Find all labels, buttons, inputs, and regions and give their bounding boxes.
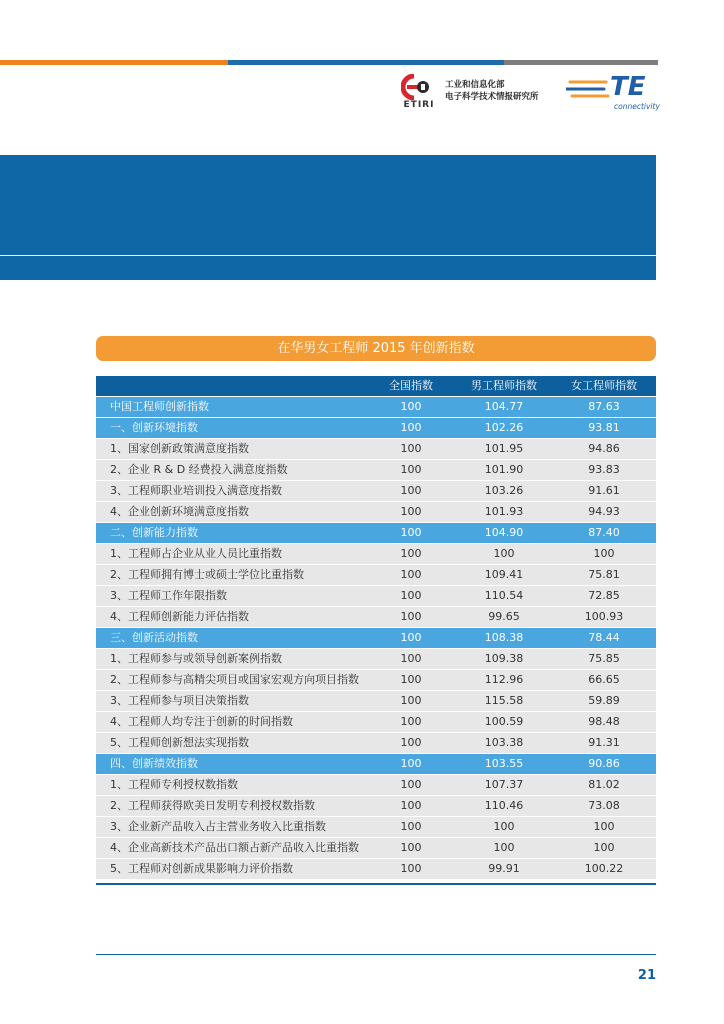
table-section-row — [96, 397, 656, 418]
etiri-logo — [398, 74, 440, 114]
row-label: 3、工程师参与项目决策指数 — [110, 694, 249, 707]
male-index-value: 108.38 — [484, 631, 524, 644]
row-label: 4、工程师人均专注于创新的时间指数 — [110, 715, 293, 728]
female-index-value: 78.44 — [588, 631, 620, 644]
male-index-value: 102.26 — [484, 421, 524, 434]
te-logo-subtext: connectivity — [614, 102, 660, 111]
row-label: 二、创新能力指数 — [110, 526, 198, 539]
table-row — [96, 649, 656, 670]
etiri-logo-icon — [401, 74, 431, 100]
national-index-value: 100 — [400, 652, 422, 665]
row-label: 中国工程师创新指数 — [110, 400, 209, 413]
male-index-value: 100 — [493, 841, 515, 854]
male-index-value: 115.58 — [484, 694, 524, 707]
female-index-value: 73.08 — [588, 799, 620, 812]
national-index-value: 100 — [400, 736, 422, 749]
female-index-value: 98.48 — [588, 715, 620, 728]
male-index-value: 109.41 — [484, 568, 524, 581]
national-index-value: 100 — [400, 610, 422, 623]
female-index-value: 100 — [593, 841, 615, 854]
male-index-value: 101.90 — [484, 463, 524, 476]
table-row — [96, 481, 656, 502]
row-label: 1、国家创新政策满意度指数 — [110, 442, 249, 455]
top-accent-bar-orange — [0, 60, 228, 65]
page-number: 21 — [637, 968, 656, 983]
top-accent-bar-blue — [228, 60, 504, 65]
female-index-value: 87.40 — [588, 526, 620, 539]
female-index-value: 93.83 — [588, 463, 620, 476]
banner-divider — [0, 255, 656, 256]
female-index-value: 91.61 — [588, 484, 620, 497]
female-index-value: 81.02 — [588, 778, 620, 791]
etiri-logo-text: ETIRI — [403, 100, 435, 110]
male-index-value: 99.91 — [488, 862, 520, 875]
row-label: 3、企业新产品收入占主营业务收入比重指数 — [110, 820, 326, 833]
female-index-value: 87.63 — [588, 400, 620, 413]
top-accent-bar-gray — [504, 60, 658, 65]
row-label: 4、企业高新技术产品出口额占新产品收入比重指数 — [110, 841, 359, 854]
female-index-value: 75.85 — [588, 652, 620, 665]
female-index-value: 72.85 — [588, 589, 620, 602]
national-index-value: 100 — [400, 841, 422, 854]
index-table — [96, 376, 656, 885]
male-index-value: 100.59 — [484, 715, 524, 728]
male-index-value: 104.77 — [484, 400, 524, 413]
table-section-row — [96, 523, 656, 544]
table-row — [96, 817, 656, 838]
row-label: 2、企业 R & D 经费投入满意度指数 — [110, 463, 288, 476]
column-header-national: 全国指数 — [389, 379, 433, 392]
column-header-female: 女工程师指数 — [571, 379, 637, 392]
organization-name — [445, 79, 539, 103]
national-index-value: 100 — [400, 547, 422, 560]
male-index-value: 110.54 — [484, 589, 524, 602]
national-index-value: 100 — [400, 694, 422, 707]
table-row — [96, 733, 656, 754]
female-index-value: 100.93 — [584, 610, 624, 623]
te-logo-text: TE — [610, 72, 646, 102]
national-index-value: 100 — [400, 463, 422, 476]
te-swoosh-icon — [566, 76, 610, 106]
male-index-value: 109.38 — [484, 652, 524, 665]
female-index-value: 93.81 — [588, 421, 620, 434]
table-row — [96, 460, 656, 481]
female-index-value: 75.81 — [588, 568, 620, 581]
row-label: 1、工程师专利授权数指数 — [110, 778, 238, 791]
national-index-value: 100 — [400, 757, 422, 770]
female-index-value: 91.31 — [588, 736, 620, 749]
footer-rule — [96, 954, 656, 955]
organization-name-line2: 电子科学技术情报研究所 — [445, 92, 539, 102]
male-index-value: 101.93 — [484, 505, 524, 518]
male-index-value: 100 — [493, 547, 515, 560]
national-index-value: 100 — [400, 862, 422, 875]
national-index-value: 100 — [400, 820, 422, 833]
row-label: 1、工程师占企业从业人员比重指数 — [110, 547, 282, 560]
table-section-row — [96, 754, 656, 775]
organization-name-line1: 工业和信息化部 — [445, 80, 505, 90]
table-section-row — [96, 418, 656, 439]
national-index-value: 100 — [400, 631, 422, 644]
table-row — [96, 439, 656, 460]
national-index-value: 100 — [400, 778, 422, 791]
table-row — [96, 670, 656, 691]
national-index-value: 100 — [400, 442, 422, 455]
male-index-value: 103.38 — [484, 736, 524, 749]
male-index-value: 101.95 — [484, 442, 524, 455]
table-bottom-rule — [96, 883, 656, 885]
female-index-value: 94.86 — [588, 442, 620, 455]
national-index-value: 100 — [400, 505, 422, 518]
row-label: 4、企业创新环境满意度指数 — [110, 505, 249, 518]
table-row — [96, 859, 656, 880]
row-label: 四、创新绩效指数 — [110, 757, 198, 770]
male-index-value: 112.96 — [484, 673, 524, 686]
column-header-male: 男工程师指数 — [471, 379, 537, 392]
table-row — [96, 607, 656, 628]
row-label: 4、工程师创新能力评估指数 — [110, 610, 249, 623]
table-row — [96, 565, 656, 586]
male-index-value: 99.65 — [488, 610, 520, 623]
female-index-value: 59.89 — [588, 694, 620, 707]
female-index-value: 94.93 — [588, 505, 620, 518]
header-banner — [0, 155, 656, 280]
row-label: 3、工程师职业培训投入满意度指数 — [110, 484, 282, 497]
table-section-row — [96, 628, 656, 649]
table-header — [96, 376, 656, 397]
table-row — [96, 838, 656, 859]
table-title: 在华男女工程师 2015 年创新指数 — [96, 336, 656, 361]
national-index-value: 100 — [400, 715, 422, 728]
row-label: 三、创新活动指数 — [110, 631, 198, 644]
female-index-value: 90.86 — [588, 757, 620, 770]
national-index-value: 100 — [400, 484, 422, 497]
row-label: 5、工程师对创新成果影响力评价指数 — [110, 862, 293, 875]
male-index-value: 103.55 — [484, 757, 524, 770]
national-index-value: 100 — [400, 673, 422, 686]
row-label: 3、工程师工作年限指数 — [110, 589, 227, 602]
table-row — [96, 712, 656, 733]
row-label: 2、工程师拥有博士或硕士学位比重指数 — [110, 568, 304, 581]
row-label: 1、工程师参与或领导创新案例指数 — [110, 652, 282, 665]
male-index-value: 110.46 — [484, 799, 524, 812]
table-row — [96, 544, 656, 565]
national-index-value: 100 — [400, 526, 422, 539]
national-index-value: 100 — [400, 589, 422, 602]
national-index-value: 100 — [400, 568, 422, 581]
male-index-value: 100 — [493, 820, 515, 833]
table-row — [96, 691, 656, 712]
male-index-value: 104.90 — [484, 526, 524, 539]
male-index-value: 103.26 — [484, 484, 524, 497]
national-index-value: 100 — [400, 400, 422, 413]
female-index-value: 100 — [593, 820, 615, 833]
table-row — [96, 775, 656, 796]
male-index-value: 107.37 — [484, 778, 524, 791]
row-label: 2、工程师获得欧美日发明专利授权数指数 — [110, 799, 315, 812]
table-body — [96, 397, 656, 880]
female-index-value: 100 — [593, 547, 615, 560]
female-index-value: 66.65 — [588, 673, 620, 686]
te-connectivity-logo — [566, 74, 658, 114]
female-index-value: 100.22 — [584, 862, 624, 875]
row-label: 5、工程师创新想法实现指数 — [110, 736, 249, 749]
row-label: 2、工程师参与高精尖项目或国家宏观方向项目指数 — [110, 673, 359, 686]
table-row — [96, 796, 656, 817]
table-row — [96, 586, 656, 607]
national-index-value: 100 — [400, 799, 422, 812]
national-index-value: 100 — [400, 421, 422, 434]
row-label: 一、创新环境指数 — [110, 421, 198, 434]
table-row — [96, 502, 656, 523]
